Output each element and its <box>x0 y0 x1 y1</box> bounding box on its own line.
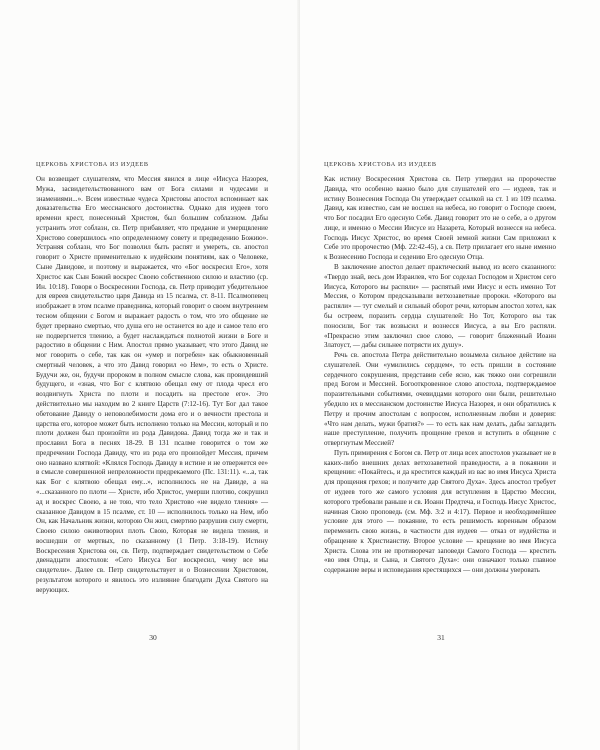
page-body <box>36 175 268 596</box>
paragraph: Как истину Воскресения Христова св. Петр утвердил на пророчестве Давида, что особенно важно было для слушателей его — иудеев, так и истину Вознесения Господа Он утверждает ссылкой на ст. 1 из 109 псалма. Давид, как известно, сам не восшел на небеса, но говорит о Господе своем, что Бог посадил Его одесную Себя. Давид говорит это не о себе, а о другом лице, и именно о Мессии Иисусе из Назарета, Который вознесся на небеса. Господь Иисус Христос, во время Своей земной жизни Сам приложил к Себе это пророчество (Мф. 22:42-45), а св. Петр прилагает его ныне именно к Вознесению Господа и седению Его одесную Отца. <box>324 175 556 262</box>
running-head: ЦЕРКОВЬ ХРИСТОВА ИЗ ИУДЕЕВ <box>324 161 437 168</box>
page-number: 30 <box>149 633 157 642</box>
paragraph: В заключение апостол делает практический вывод из всего сказанного: «Твердо знай, весь дом Израилев, что Бог соделал Господом и Христом сего Иисуса, Которого вы распяли» — распятый ими Иисус и есть именно Тот Мессия, о Котором предсказывали ветхозаветные пророки. «Которого вы распяли» — тут смелый и сильный оборот речи, которым апостол хотел, как бы остреем, поразить сердца слушателей: Но Тот, Которого вы так поносили, Бог так возвысил и вознесся Иисуса, а вы Его распяли. «Прекрасно этим заключил свое слово, — говорит блаженный Иоанн Златоуст, — дабы сильнее потрясти их душу». <box>324 263 556 350</box>
paragraph: Речь св. апостола Петра действительно возымела сильное действие на слушателей. Они «умилились сердцем», то есть пришли в состояние сердечного сокрушения, представив себе ясно, как тяжко они согрешили пред Богом и Мессией. Богооткровенное слово апостола, подтверждаемое поразительными событиями, очевидцами которого они были, решительно убедило их в мессианском достоинстве Иисуса Назорея, и они обратились к Петру и прочим апостолам с вопросом, исполненным любви и доверия: «Что нам делать, мужи братия?» — то есть как нам делать, дабы загладить наше преступление, получить прощение грехов и вступить в общение с отвергнутым Мессией? <box>324 351 556 448</box>
page-body <box>324 175 556 576</box>
running-head: ЦЕРКОВЬ ХРИСТОВА ИЗ ИУДЕЕВ <box>36 161 149 168</box>
page-number: 31 <box>437 633 445 642</box>
paragraph: Путь примирения с Богом св. Петр от лица всех апостолов указывает не в каких-либо внешних делах ветхозаветной праведности, а в покаянии и крещении: «Покайтесь, и да крестится каждый из вас во имя Иисуса Христа для прощения грехов; и получите дар Святого Духа». Здесь апостол требует от иудеев того же самого условия для вступления в Царство Мессии, которого требовали раньше и св. Иоанн Предтеча, и Господь Иисус Христос, начиная Свою проповедь (см. Мф. 3:2 и 4:17). Первое и необходимейшее условие для этого — покаяние, то есть решимость коренным образом переменить свою жизнь, в частности для иудеев — отказ от иудейства и обращение к Христианству. Второе условие — крещение во имя Иисуса Христа. Слова эти не противоречат заповеди Самого Господа — крестить «во имя Отца, и Сына, и Святого Духа»: они означают только главное содержание веры и исповедания крестящихся — они должны уверовать <box>324 448 556 575</box>
paragraph: Он возвещает слушателям, что Мессия явился в лице «Иисуса Назорея, Мужа, засвидетельствованного вам от Бога силами и чудесами и знамениями...». Всем известные чудеса Христовы апостол вспоминает как доказательства Его мессианского достоинства. Однако для иудеев того времени крест, понесенный Христом, был большим соблазном. Дабы устранить этот соблазн, св. Петр прибавляет, что предание и умерщвление Христово совершилось «по определенному совету и предведению Божию». Устраняя соблазн, что Бог позволил быть распят и умереть, св. апостол говорит о Христе применительно к иудейским понятиям, как о Человеке, Сыне Давидове, и поэтому и выражается, что «Бог воскресил Его», хотя Христос как Сын Божий воскрес Своею собственною силою и властию (ср. Ин. 10:18). Говоря о Воскресении Господа, св. Петр приводит убедительное для евреев свидетельство царя Давида из 15 псалма, ст. 8-11. Псалмопевец изображает в этом псалме праведника, который говорит о своем внутреннем тесном общении с Богом и выражает радость о том, что это общение не будет прервано смертью, что душа его не останется во аде и самое тело его не подвергнется тлению, а будет наслаждаться полнотой жизни в Боге и радостию в общении с Ним. Апостол прямо указывает, что этого Давид не мог говорить о себе, так как он «умер и погребен» как обыкновенный смертный человек, а что это Давид говорил «о Нем», то есть о Христе. Будучи же, он, будучи пророком в полном смысле слова, как провидевший будущего, и «зная, что Бог с клятвою обещал ему от плода чресл его воздвигнуть Христа по плоти и посадить на престоле его». Это действительно мы находим во 2 книге Царств (7:12-16). Тут Бог дал такое обетование Давиду о неповолебимости дома его и о вечности престола и царства его, которое может быть исполнено только на Мессии, который и по плоти должен был произойти из рода Давидова. Давид тогда же и так и прославил Бога в песнях 18-29. В 131 псалме говорится о том же предречении Господа Давиду, что из рода его произойдет Мессия, причем оно названо клятвой: «Клялся Господь Давиду в истине и не отвержется ее» в смысле совершенной непреложности предрекаемого (Пс. 131:11). «...а, так как Бог с клятвою обещал ему...», исполнилось не на Давиде, а на «...сказанного по плоти — Христе, ибо Христос, умерши плотию, сокрушил ад и воскрес Своею, а не тою, что тело Христово «не видело тления» — сказанное Давидом в 15 псалме, ст. 10 — исполнилось только на Нем, ибо Он, как Начальник жизни, которою Он жил, смертию разрушив силу смерти, Своею силою оживотворил плоть Свою, Которая не видела тления, и восшедши от мертвых, по сказанному (1 Петр. 3:18-19). Истину Воскресения Христова он, св. Петр, подтверждает свидетельством о Себе двенадцати апостолов: «Сего Иисуса Бог воскресил, чему все мы свидетели». Далее св. Петр свидетельствует и о Вознесении Христовом, результатом которого и явилось это излияние благодати Духа Святого на верующих. <box>36 175 268 594</box>
right-page <box>300 0 600 750</box>
